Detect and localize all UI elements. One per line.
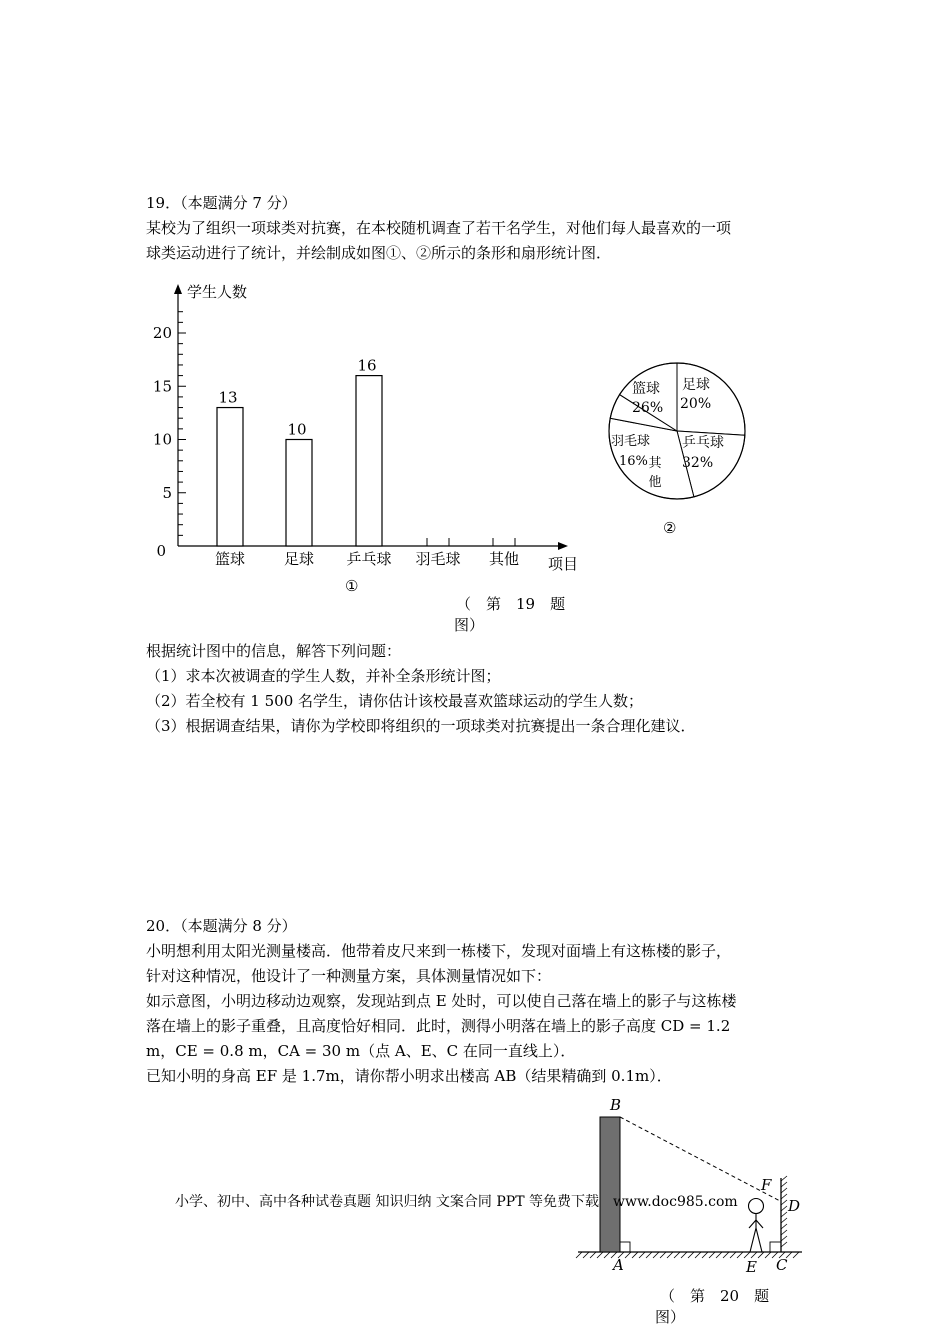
pie-label-basketball: 篮球 [632,381,660,397]
q20-line-4: 落在墙上的影子重叠，且高度恰好相同．此时，测得小明落在墙上的影子高度 CD = 1.2 [146,1017,731,1035]
fig1-label: ① [345,577,359,595]
ground-hatch-mark [695,1252,701,1258]
wall-hatch-mark [781,1182,787,1187]
sun-ray-bd [620,1117,780,1201]
point-a-label: A [613,1256,624,1274]
wall-cd [781,1176,787,1252]
q19-question-1: （1）求本次被调查的学生人数，并补全条形统计图； [146,667,501,685]
ground-hatch-mark [758,1252,764,1258]
q20-heading: 20．（本题满分 8 分） [146,917,297,935]
pie-label-other-char: 他 [648,475,662,490]
q20-line-5: m，CE = 0.8 m，CA = 30 m（点 A、E、C 在同一直线上）． [146,1042,576,1060]
wall-hatch-mark [781,1242,787,1247]
q19-caption-line-2: 图） [454,616,485,634]
pie-percent-basketball: 26% [632,400,664,416]
ground-hatch-mark [653,1252,659,1258]
wall-hatch-mark [781,1194,787,1199]
pie-label-football: 足球 [682,377,710,393]
q20-line-6: 已知小明的身高 EF 是 1.7m，请你帮小明求出楼高 AB（结果精确到 0.1m）． [146,1067,672,1085]
bar-2 [356,376,382,546]
q19-heading: 19．（本题满分 7 分） [146,194,297,212]
ground-hatch-mark [688,1252,694,1258]
ground-line [576,1252,802,1258]
point-b-label: B [610,1096,622,1114]
x-category-label: 羽毛球 [415,550,461,568]
q20-caption-line-2: 图） [655,1308,686,1326]
pie-percent-pingpong: 32% [682,455,714,471]
wall-hatch-mark [781,1230,787,1235]
wall-hatch-mark [781,1176,787,1181]
point-e-label: E [746,1258,757,1276]
pie-chart [600,355,760,545]
x-category-label: 篮球 [214,550,246,568]
q19-caption-line-1: （ 第 19 题 [456,595,566,613]
q19-intro-line-1: 某校为了组织一项球类对抗赛，在本校随机调查了若干名学生，对他们每人最喜欢的一项 [146,219,732,237]
right-angle-a [620,1242,630,1252]
ground-hatch-mark [604,1252,610,1258]
bar-value-label: 10 [287,420,307,439]
pie-percent-badminton: 16% [619,454,648,469]
x-category-label: 其他 [488,550,520,568]
pie-label-badminton: 羽毛球 [611,434,651,449]
pie-label-pingpong: 乒乓球 [682,435,724,451]
ground-hatch-mark [625,1252,631,1258]
q20-line-3: 如示意图，小明边移动边观察，发现站到点 E 处时，可以使自己落在墙上的影子与这栋楼 [146,992,737,1010]
y-tick-label: 20 [152,324,172,342]
q20-line-1: 小明想利用太阳光测量楼高．他带着皮尺来到一栋楼下，发现对面墙上有这栋楼的影子， [146,942,732,960]
ground-hatch-mark [660,1252,666,1258]
x-category-label: 乒乓球 [346,550,392,568]
wall-hatch-mark [781,1206,787,1211]
point-f-label: F [761,1176,772,1194]
y-tick-label: 15 [152,377,172,396]
building-ab [600,1117,620,1252]
ground-hatch-mark [632,1252,638,1258]
q19-question-2: （2）若全校有 1 500 名学生，请你估计该校最喜欢篮球运动的学生人数； [146,692,644,710]
watermark-text: 小学、初中、高中各种试卷真题 知识归纳 文案合同 PPT 等免费下载 www.doc985.com [175,1194,738,1210]
ground-hatch-mark [709,1252,715,1258]
x-category-label: 足球 [283,550,315,568]
ground-hatch-mark [576,1252,582,1258]
ground-hatch-mark [730,1252,736,1258]
y-tick-label: 5 [162,483,172,502]
right-angle-c [770,1242,781,1252]
ground-hatch-mark [674,1252,680,1258]
ground-hatch-mark [723,1252,729,1258]
wall-hatch-mark [781,1212,787,1217]
wall-hatch-mark [781,1218,787,1223]
bar-1 [286,440,312,547]
pie-percent-football: 20% [680,396,712,412]
shadow-diagram [570,1095,820,1280]
q19-question-3: （3）根据调查结果，请你为学校即将组织的一项球类对抗赛提出一条合理化建议． [146,717,696,735]
pie-label-other-char: 其 [648,456,662,471]
q20-caption-line-1: （ 第 20 题 [660,1287,770,1305]
ground-hatch-mark [716,1252,722,1258]
ground-hatch-mark [793,1252,799,1258]
x-axis-label: 项目 [548,555,579,573]
ground-hatch-mark [646,1252,652,1258]
wall-hatch-mark [781,1200,787,1205]
y-axis-label: 学生人数 [187,283,248,301]
bar-value-label: 13 [218,388,238,407]
ground-hatch-mark [667,1252,673,1258]
bar-value-label: 16 [357,356,377,375]
ground-hatch-mark [765,1252,771,1258]
point-c-label: C [776,1256,788,1274]
bar-chart [140,270,600,610]
person-ef [749,1199,764,1253]
wall-hatch-mark [781,1188,787,1193]
ground-hatch-mark [597,1252,603,1258]
q19-intro-line-2: 球类运动进行了统计，并绘制成如图①、②所示的条形和扇形统计图． [146,244,612,262]
y-tick-label: 0 [156,542,166,560]
ground-hatch-mark [583,1252,589,1258]
point-d-label: D [788,1197,801,1215]
ground-hatch-mark [590,1252,596,1258]
bar-0 [217,408,243,546]
ground-hatch-mark [681,1252,687,1258]
ground-hatch-mark [702,1252,708,1258]
y-tick-label: 10 [152,430,172,449]
fig2-label: ② [663,519,677,537]
ground-hatch-mark [737,1252,743,1258]
q19-lead: 根据统计图中的信息，解答下列问题： [146,642,402,660]
q20-line-2: 针对这种情况，他设计了一种测量方案，具体测量情况如下： [146,967,552,985]
wall-hatch-mark [781,1224,787,1229]
wall-hatch-mark [781,1236,787,1241]
ground-hatch-mark [639,1252,645,1258]
